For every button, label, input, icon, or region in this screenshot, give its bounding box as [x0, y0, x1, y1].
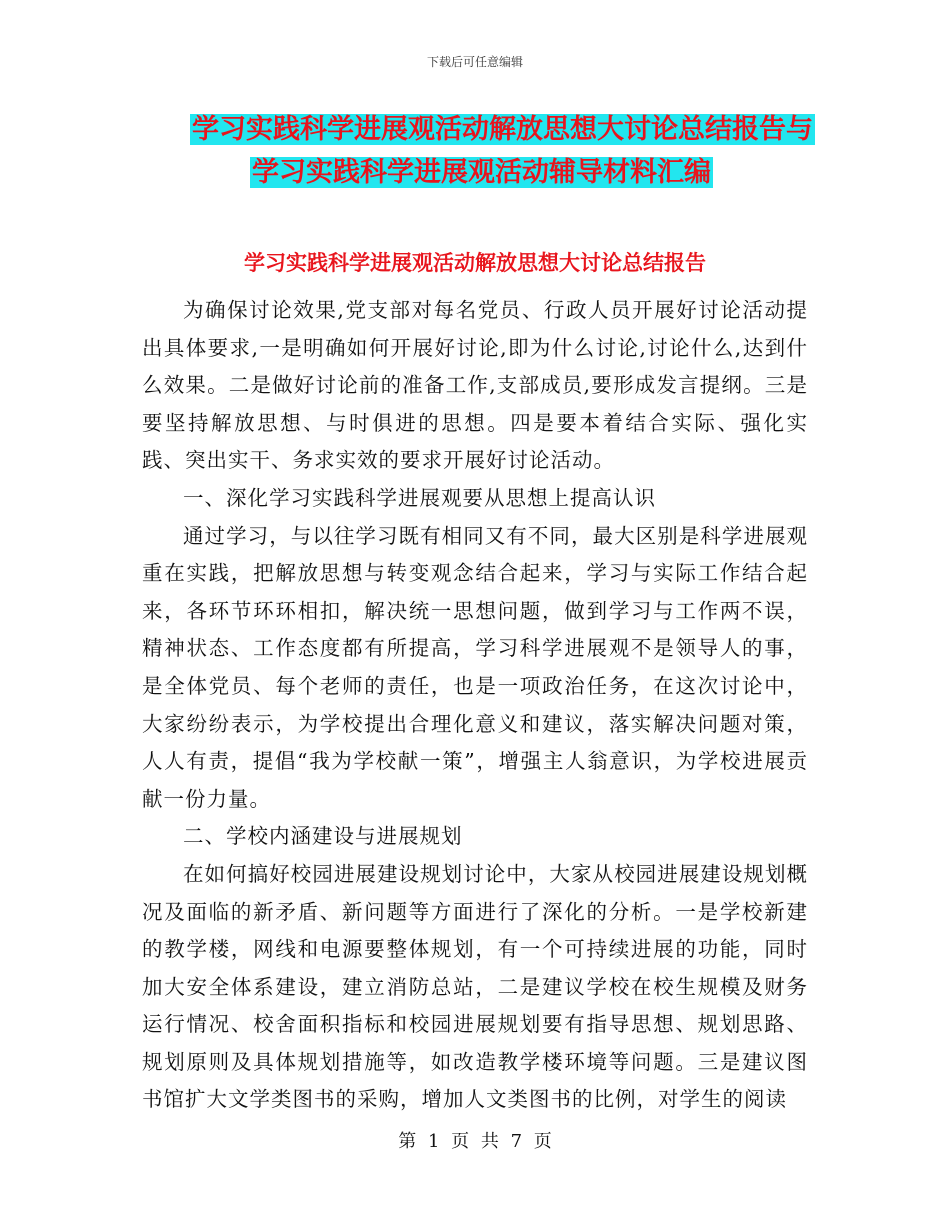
title-highlight-1: 学习实践科学进展观活动解放思想大讨论总结报告与 [192, 114, 813, 145]
paragraph-section-2: 在如何搞好校园进展建设规划讨论中，大家从校园进展建设规划概况及面临的新矛盾、新问题等方面进行了深化的分析。一是学校新建的教学楼，网线和电源要整体规划，有一个可持续进展的功能，同时加大安全体系建设，建立消防总站，二是建议学校在校生规模及财务运行情况、校舍面积指标和校园进展规划要有指导思想、规划思路、规划原则及具体规划措施等，如改造教学楼环境等问题。三是建议图书馆扩大文学类图书的采购，增加人文类图书的比例，对学生的阅读 [142, 861, 808, 1112]
document-title-line-2 [0, 156, 950, 190]
paragraph-requirements: 为确保讨论效果,党支部对每名党员、行政人员开展好讨论活动提出具体要求,一是明确如何开展好讨论,即为什么讨论,讨论什么,达到什么效果。二是做好讨论前的准备工作,支部成员,要形成发言提纲。三是要坚持解放思想、与时俱进的思想。四是要本着结合实际、强化实践、突出实干、务求实效的要求开展好讨论活动。 [142, 298, 808, 473]
paragraph-section-1: 通过学习，与以往学习既有相同又有不同，最大区别是科学进展观重在实践，把解放思想与转变观念结合起来，学习与实际工作结合起来，各环节环环相扣，解决统一思想问题，做到学习与工作两不误，精神状态、工作态度都有所提高，学习科学进展观不是领导人的事，是全体党员、每个老师的责任，也是一项政治任务，在这次讨论中，大家纷纷表示，为学校提出合理化意义和建议，落实解决问题对策，人人有责，提倡“我为学校献一策”，增强主人翁意识，为学校进展贡献一份力量。 [142, 523, 808, 811]
document-title-line-1 [0, 113, 950, 147]
document-body [142, 292, 808, 1119]
heading-section-1: 一、深化学习实践科学进展观要从思想上提高认识 [183, 485, 656, 510]
header-note: 下载后可任意编辑 [426, 55, 523, 69]
title-highlight-2: 学习实践科学进展观活动辅导材料汇编 [252, 157, 711, 188]
section-title: 学习实践科学进展观活动解放思想大讨论总结报告 [244, 251, 706, 275]
page-footer: 第 1 页 共 7 页 [398, 1131, 552, 1152]
heading-section-2: 二、学校内涵建设与进展规划 [183, 824, 463, 849]
